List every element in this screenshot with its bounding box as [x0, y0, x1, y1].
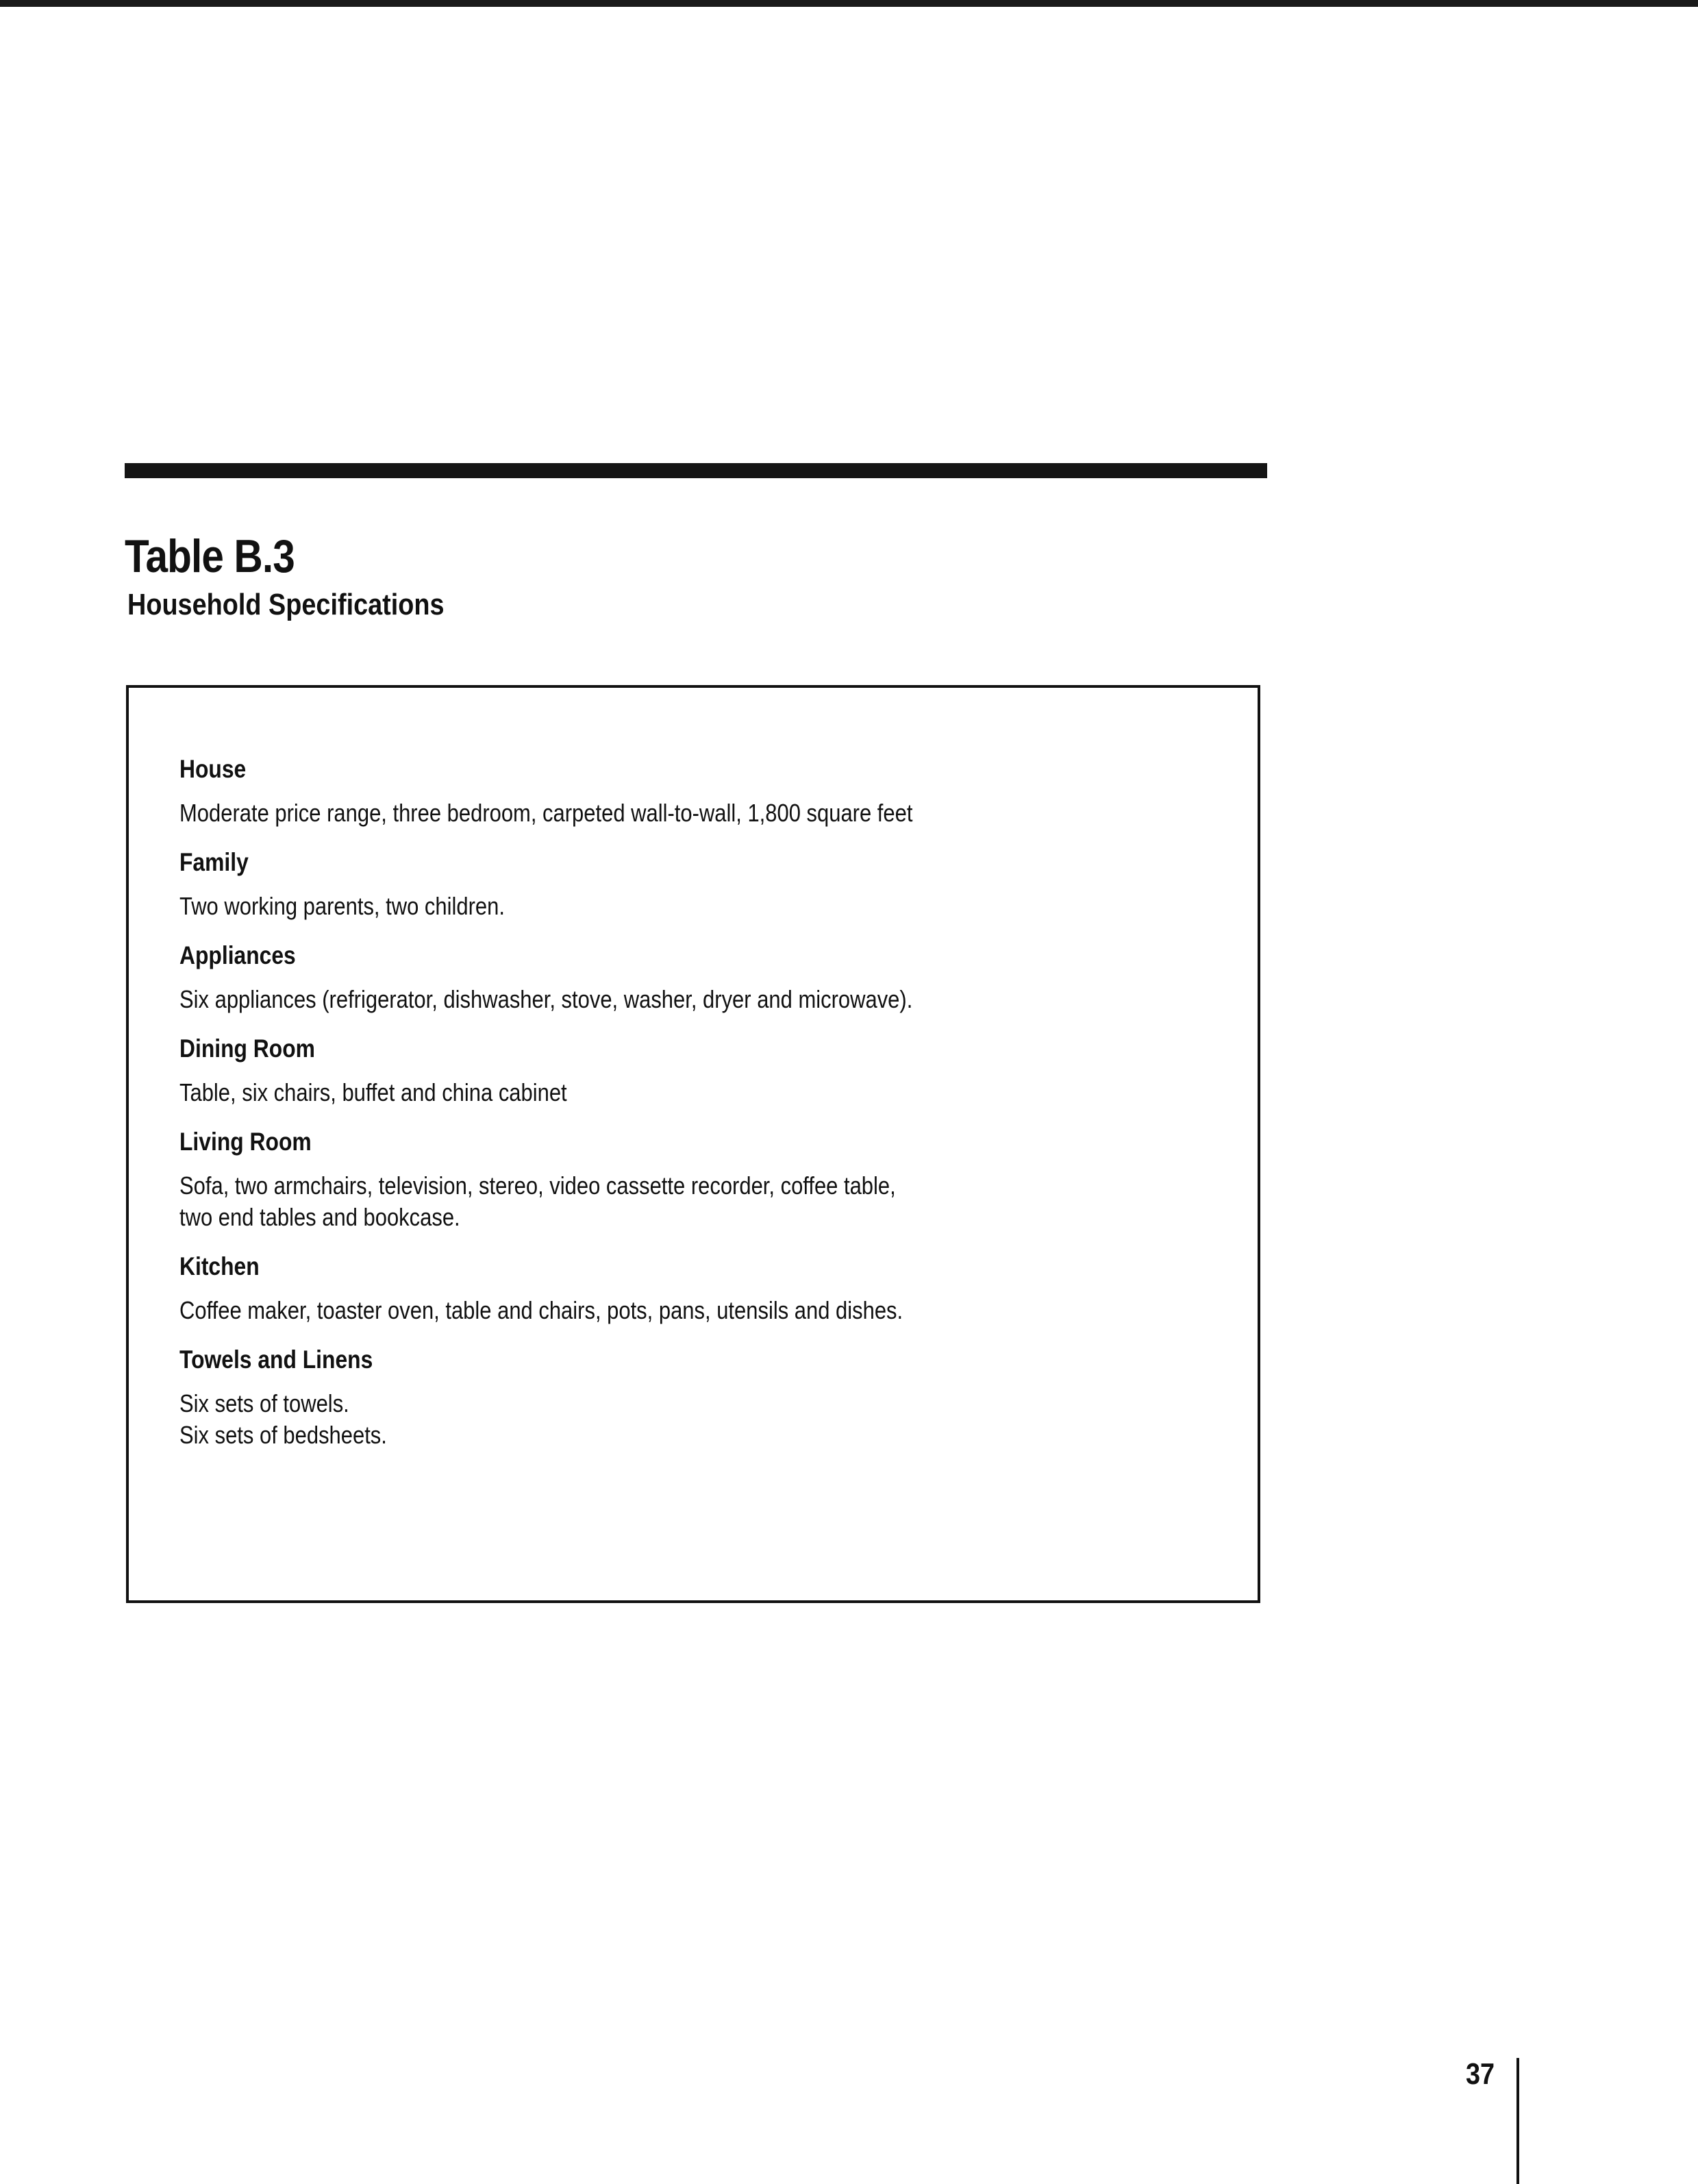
- heading-rule: [125, 463, 1267, 478]
- spec-description: Six sets of towels. Six sets of bedsheets.: [179, 1389, 387, 1449]
- spec-label: Appliances: [179, 941, 296, 969]
- spec-item-living-room: [179, 1126, 1138, 1233]
- spec-label: House: [179, 755, 247, 783]
- top-rule: [0, 0, 1698, 7]
- spec-description: Six appliances (refrigerator, dishwasher, stove, washer, dryer and microwave).: [179, 985, 913, 1013]
- page-edge-line: [1516, 2058, 1519, 2184]
- spec-description: Sofa, two armchairs, television, stereo, video cassette recorder, coffee table, two end tables and bookcase.: [179, 1171, 896, 1231]
- spec-item-towels-and-linens: [179, 1344, 1138, 1451]
- specifications-list: [179, 754, 1138, 1469]
- page-number: 37: [1466, 2057, 1495, 2091]
- spec-item-kitchen: [179, 1251, 1138, 1326]
- spec-label: Living Room: [179, 1128, 312, 1156]
- table-subtitle: Household Specifications: [127, 588, 445, 621]
- spec-item-appliances: [179, 940, 1138, 1015]
- specifications-box: [126, 685, 1260, 1603]
- spec-label: Kitchen: [179, 1252, 260, 1280]
- spec-item-house: [179, 754, 1138, 829]
- spec-description: Moderate price range, three bedroom, carpeted wall-to-wall, 1,800 square feet: [179, 799, 913, 827]
- spec-description: Coffee maker, toaster oven, table and chairs, pots, pans, utensils and dishes.: [179, 1296, 903, 1324]
- spec-label: Family: [179, 848, 249, 876]
- table-number: Table B.3: [125, 530, 295, 582]
- spec-item-family: [179, 847, 1138, 922]
- spec-label: Dining Room: [179, 1034, 315, 1063]
- spec-description: Table, six chairs, buffet and china cabinet: [179, 1078, 567, 1106]
- spec-item-dining-room: [179, 1033, 1138, 1108]
- spec-description: Two working parents, two children.: [179, 892, 505, 920]
- spec-label: Towels and Linens: [179, 1345, 373, 1374]
